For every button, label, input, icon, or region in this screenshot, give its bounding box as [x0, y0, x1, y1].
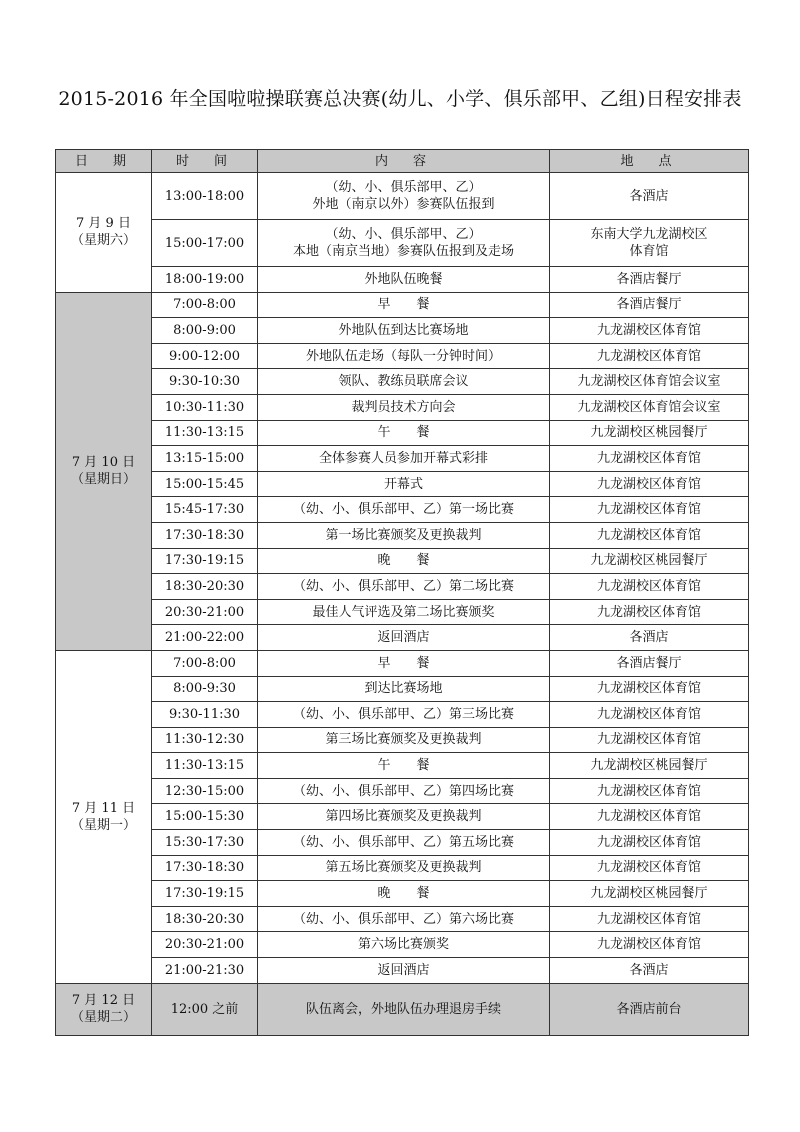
content-cell	[258, 778, 550, 804]
table-row	[56, 522, 749, 548]
content-line: 返回酒店	[377, 630, 430, 646]
content-cell	[258, 292, 550, 318]
table-row	[56, 778, 749, 804]
location-cell	[550, 318, 749, 344]
header-row	[56, 150, 749, 173]
header-date: 日 期	[56, 150, 152, 173]
location-cell	[550, 881, 749, 907]
location-cell	[550, 420, 749, 446]
content-line: 开幕式	[383, 476, 423, 492]
content-line: 外地队伍到达比赛场地	[338, 322, 469, 338]
content-line: 外地队伍走场（每队一分钟时间）	[305, 348, 501, 364]
location-cell	[550, 983, 749, 1035]
time-cell: 15:00-17:00	[152, 220, 258, 267]
location-line: 九龙湖校区桃园餐厅	[590, 758, 708, 774]
location-cell	[550, 650, 749, 676]
location-line: 九龙湖校区桃园餐厅	[590, 886, 708, 902]
content-line: （幼、小、俱乐部甲、乙）第五场比赛	[292, 834, 514, 850]
location-line: 九龙湖校区体育馆	[596, 783, 701, 799]
location-cell	[550, 497, 749, 523]
location-cell	[550, 394, 749, 420]
content-cell	[258, 906, 550, 932]
table-row	[56, 932, 749, 958]
content-line: （幼、小、俱乐部甲、乙）	[325, 180, 482, 195]
location-cell	[550, 471, 749, 497]
table-row	[56, 702, 749, 728]
content-cell	[258, 471, 550, 497]
content-cell	[258, 983, 550, 1035]
location-line: 各酒店前台	[616, 1001, 682, 1017]
weekday-label: （星期六）	[70, 233, 136, 249]
content-line: 队伍离会，外地队伍办理退房手续	[305, 1001, 501, 1017]
time-cell: 18:00-19:00	[152, 267, 258, 293]
content-line: 第一场比赛颁奖及更换裁判	[325, 527, 482, 543]
table-row	[56, 958, 749, 984]
time-cell: 11:30-13:15	[152, 420, 258, 446]
content-cell	[258, 574, 550, 600]
content-cell	[258, 625, 550, 651]
content-cell	[258, 932, 550, 958]
table-row	[56, 318, 749, 344]
content-line: 早 餐	[377, 297, 430, 313]
content-line: （幼、小、俱乐部甲、乙）	[325, 227, 482, 242]
time-cell: 12:30-15:00	[152, 778, 258, 804]
time-cell: 9:30-10:30	[152, 369, 258, 395]
time-cell: 10:30-11:30	[152, 394, 258, 420]
table-row	[56, 369, 749, 395]
table-row	[56, 650, 749, 676]
time-cell: 9:00-12:00	[152, 343, 258, 369]
content-cell	[258, 650, 550, 676]
content-line: 全体参赛人员参加开幕式彩排	[318, 450, 488, 466]
table-row	[56, 574, 749, 600]
time-cell: 12:00 之前	[152, 983, 258, 1035]
table-row	[56, 599, 749, 625]
location-cell	[550, 906, 749, 932]
location-cell	[550, 625, 749, 651]
location-cell	[550, 830, 749, 856]
content-cell	[258, 497, 550, 523]
content-line: 领队、教练员联席会议	[338, 374, 469, 390]
location-line: 东南大学九龙湖校区	[590, 227, 708, 242]
location-line: 九龙湖校区体育馆	[596, 348, 701, 364]
location-line: 九龙湖校区体育馆	[596, 450, 701, 466]
content-line: 裁判员技术方向会	[351, 399, 456, 415]
table-row	[56, 420, 749, 446]
content-line: 最佳人气评选及第二场比赛颁奖	[312, 604, 495, 620]
time-cell: 15:00-15:45	[152, 471, 258, 497]
header-time: 时 间	[152, 150, 258, 173]
content-cell	[258, 855, 550, 881]
content-line: 午 餐	[377, 425, 430, 441]
location-line: 九龙湖校区体育馆会议室	[577, 399, 721, 415]
location-cell	[550, 932, 749, 958]
content-cell	[258, 220, 550, 267]
location-line: 各酒店餐厅	[616, 297, 682, 313]
time-cell: 21:00-21:30	[152, 958, 258, 984]
location-line: 九龙湖校区体育馆	[596, 860, 701, 876]
table-row	[56, 625, 749, 651]
location-cell	[550, 702, 749, 728]
location-cell	[550, 778, 749, 804]
page-title: 2015-2016 年全国啦啦操联赛总决赛(幼儿、小学、俱乐部甲、乙组)日程安排表	[58, 88, 742, 110]
content-line: 第四场比赛颁奖及更换裁判	[325, 809, 482, 825]
content-cell	[258, 804, 550, 830]
content-line: 早 餐	[377, 655, 430, 671]
date-label: 7 月 9 日	[76, 216, 131, 232]
table-row	[56, 292, 749, 318]
content-line: 到达比赛场地	[364, 681, 443, 697]
schedule-table	[55, 149, 749, 1036]
table-row	[56, 676, 749, 702]
time-cell: 20:30-21:00	[152, 599, 258, 625]
content-cell	[258, 446, 550, 472]
location-cell	[550, 292, 749, 318]
content-line: （幼、小、俱乐部甲、乙）第四场比赛	[292, 783, 514, 799]
content-cell	[258, 830, 550, 856]
content-cell	[258, 420, 550, 446]
weekday-label: （星期一）	[70, 817, 136, 833]
location-line: 九龙湖校区桃园餐厅	[590, 425, 708, 441]
time-cell: 15:45-17:30	[152, 497, 258, 523]
time-cell: 20:30-21:00	[152, 932, 258, 958]
location-line: 九龙湖校区体育馆	[596, 706, 701, 722]
location-cell	[550, 343, 749, 369]
time-cell: 15:30-17:30	[152, 830, 258, 856]
date-label: 7 月 11 日	[71, 800, 136, 816]
location-line: 体育馆	[629, 244, 669, 259]
time-cell: 17:30-19:15	[152, 881, 258, 907]
content-line: 晚 餐	[377, 553, 430, 569]
location-cell	[550, 574, 749, 600]
location-cell	[550, 446, 749, 472]
location-cell	[550, 804, 749, 830]
location-line: 九龙湖校区体育馆	[596, 937, 701, 953]
location-cell	[550, 958, 749, 984]
time-cell: 7:00-8:00	[152, 650, 258, 676]
location-line: 九龙湖校区体育馆	[596, 681, 701, 697]
content-line: 第三场比赛颁奖及更换裁判	[325, 732, 482, 748]
location-line: 九龙湖校区体育馆	[596, 604, 701, 620]
location-cell	[550, 369, 749, 395]
table-row	[56, 855, 749, 881]
content-line: （幼、小、俱乐部甲、乙）第一场比赛	[292, 502, 514, 518]
location-line: 九龙湖校区体育馆	[596, 834, 701, 850]
content-cell	[258, 702, 550, 728]
time-cell: 18:30-20:30	[152, 574, 258, 600]
table-row	[56, 220, 749, 267]
weekday-label: （星期日）	[70, 472, 136, 488]
location-cell	[550, 599, 749, 625]
location-line: 九龙湖校区桃园餐厅	[590, 553, 708, 569]
time-cell: 11:30-13:15	[152, 753, 258, 779]
weekday-label: （星期二）	[70, 1010, 136, 1026]
table-row	[56, 983, 749, 1035]
header-location: 地 点	[550, 150, 749, 173]
table-row	[56, 267, 749, 293]
location-cell	[550, 173, 749, 220]
content-cell	[258, 676, 550, 702]
table-row	[56, 446, 749, 472]
time-cell: 15:00-15:30	[152, 804, 258, 830]
date-cell	[56, 292, 152, 650]
location-line: 九龙湖校区体育馆	[596, 809, 701, 825]
location-cell	[550, 267, 749, 293]
location-cell	[550, 676, 749, 702]
time-cell: 8:00-9:30	[152, 676, 258, 702]
time-cell: 7:00-8:00	[152, 292, 258, 318]
table-row	[56, 881, 749, 907]
content-cell	[258, 267, 550, 293]
location-line: 九龙湖校区体育馆	[596, 578, 701, 594]
content-cell	[258, 727, 550, 753]
location-line: 各酒店餐厅	[616, 655, 682, 671]
location-cell	[550, 522, 749, 548]
location-cell	[550, 855, 749, 881]
location-line: 九龙湖校区体育馆	[596, 732, 701, 748]
date-cell	[56, 650, 152, 983]
table-row	[56, 804, 749, 830]
content-cell	[258, 958, 550, 984]
location-cell	[550, 727, 749, 753]
date-label: 7 月 12 日	[71, 993, 136, 1009]
schedule-body	[56, 173, 749, 1036]
table-row	[56, 394, 749, 420]
location-line: 九龙湖校区体育馆	[596, 476, 701, 492]
content-line: （幼、小、俱乐部甲、乙）第三场比赛	[292, 706, 514, 722]
time-cell: 21:00-22:00	[152, 625, 258, 651]
table-row	[56, 497, 749, 523]
content-line: 返回酒店	[377, 962, 430, 978]
content-cell	[258, 753, 550, 779]
date-cell	[56, 983, 152, 1035]
time-cell: 17:30-18:30	[152, 855, 258, 881]
content-cell	[258, 394, 550, 420]
table-row	[56, 727, 749, 753]
time-cell: 8:00-9:00	[152, 318, 258, 344]
date-label: 7 月 10 日	[71, 455, 136, 471]
location-line: 九龙湖校区体育馆	[596, 502, 701, 518]
location-line: 九龙湖校区体育馆会议室	[577, 374, 721, 390]
content-line: 晚 餐	[377, 886, 430, 902]
location-line: 各酒店餐厅	[616, 271, 682, 287]
table-row	[56, 173, 749, 220]
location-line: 九龙湖校区体育馆	[596, 322, 701, 338]
content-line: 外地队伍晚餐	[364, 271, 443, 287]
date-cell	[56, 173, 152, 293]
content-cell	[258, 599, 550, 625]
time-cell: 9:30-11:30	[152, 702, 258, 728]
content-cell	[258, 369, 550, 395]
header-content: 内 容	[258, 150, 550, 173]
table-row	[56, 830, 749, 856]
time-cell: 18:30-20:30	[152, 906, 258, 932]
table-row	[56, 548, 749, 574]
content-line: （幼、小、俱乐部甲、乙）第二场比赛	[292, 578, 514, 594]
time-cell: 13:00-18:00	[152, 173, 258, 220]
time-cell: 11:30-12:30	[152, 727, 258, 753]
table-row	[56, 343, 749, 369]
content-cell	[258, 881, 550, 907]
content-cell	[258, 343, 550, 369]
content-line: 第五场比赛颁奖及更换裁判	[325, 860, 482, 876]
table-row	[56, 906, 749, 932]
location-line: 各酒店	[629, 630, 669, 646]
location-cell	[550, 220, 749, 267]
content-line: 第六场比赛颁奖	[357, 937, 449, 953]
content-line: 本地（南京当地）参赛队伍报到及走场	[292, 244, 514, 259]
content-cell	[258, 522, 550, 548]
table-row	[56, 753, 749, 779]
location-cell	[550, 753, 749, 779]
content-line: 外地（南京以外）参赛队伍报到	[312, 197, 495, 212]
time-cell: 17:30-18:30	[152, 522, 258, 548]
content-line: 午 餐	[377, 758, 430, 774]
location-line: 各酒店	[629, 962, 669, 978]
location-line: 九龙湖校区体育馆	[596, 527, 701, 543]
content-cell	[258, 173, 550, 220]
location-line: 各酒店	[629, 188, 669, 204]
table-row	[56, 471, 749, 497]
time-cell: 17:30-19:15	[152, 548, 258, 574]
content-line: （幼、小、俱乐部甲、乙）第六场比赛	[292, 911, 514, 927]
location-line: 九龙湖校区体育馆	[596, 911, 701, 927]
content-cell	[258, 548, 550, 574]
location-cell	[550, 548, 749, 574]
content-cell	[258, 318, 550, 344]
time-cell: 13:15-15:00	[152, 446, 258, 472]
